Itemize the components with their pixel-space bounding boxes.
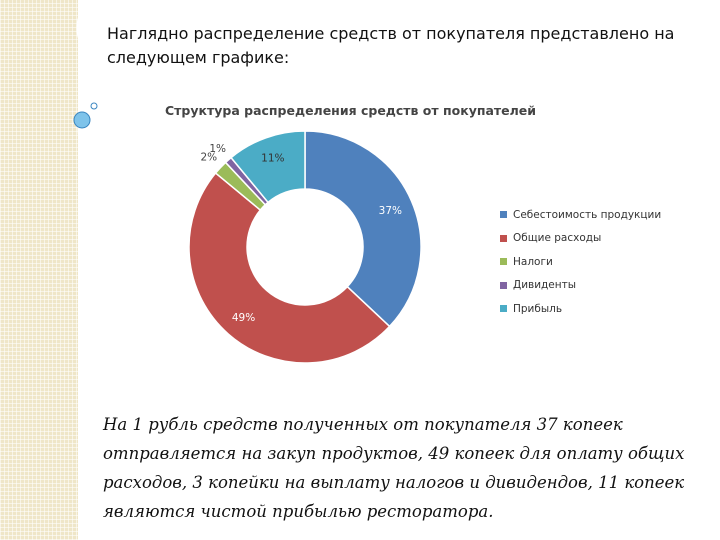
legend-label-2: Налоги: [513, 255, 553, 268]
donut-slice-label-4: 11%: [261, 152, 285, 165]
donut-slice-label-0: 37%: [378, 205, 403, 218]
legend-label-0: Себестоимость продукции: [513, 208, 662, 221]
legend-item-2: [500, 250, 661, 274]
legend-item-1: [500, 227, 661, 251]
chart-container: [158, 96, 678, 376]
chart-legend: [500, 203, 661, 321]
legend-swatch-4: [500, 305, 507, 312]
legend-label-4: Прибыль: [513, 302, 563, 315]
chart-title: Структура распределения средств от покупателей: [165, 103, 537, 118]
legend-item-3: [500, 274, 661, 298]
slide-heading: Наглядно распределение средств от покупателя представлено на следующем графике:: [107, 24, 675, 67]
legend-item-4: [500, 297, 661, 321]
donut-slice-label-2: 2%: [200, 151, 218, 164]
legend-label-3: Дивиденты: [513, 279, 577, 292]
legend-swatch-0: [500, 211, 507, 218]
slide-caption: На 1 рубль средств полученных от покупателя 37 копеек отправляется на закуп продуктов, 49 копеек для оплату общих расходов, 3 копейки на выплату налогов и дивидендов, 11 копеек являются чистой прибылью ресторатора.: [103, 415, 685, 521]
legend-label-1: Общие расходы: [513, 232, 602, 245]
decorative-bubble-small: [91, 103, 97, 109]
legend-swatch-3: [500, 282, 507, 289]
legend-item-0: [500, 203, 661, 227]
donut-slice-0: [305, 131, 421, 326]
decorative-bubble-large: [74, 112, 90, 128]
legend-swatch-1: [500, 235, 507, 242]
donut-slice-label-3: 1%: [209, 142, 227, 155]
donut-slice-label-1: 49%: [231, 311, 256, 324]
legend-swatch-2: [500, 258, 507, 265]
